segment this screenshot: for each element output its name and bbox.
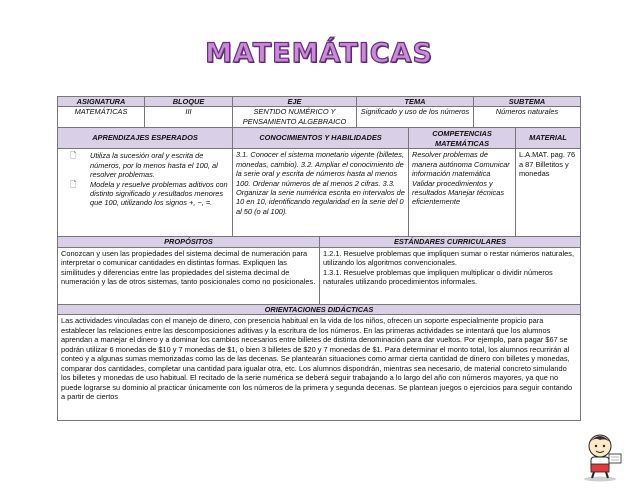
- header-conocimientos: CONOCIMIENTOS Y HABILIDADES: [233, 128, 409, 149]
- aprendizajes-cell: [58, 149, 233, 237]
- value-subtema: Números naturales: [474, 107, 580, 128]
- material-cell: L.A.MAT. pag. 76 a 87 Billetitos y monedas: [516, 149, 580, 237]
- content-row-3: [57, 248, 581, 305]
- value-asignatura: MATEMÁTICAS: [58, 107, 145, 128]
- value-tema: Significado y uso de los números: [357, 107, 474, 128]
- values-row-1: [57, 107, 581, 128]
- header-bloque: BLOQUE: [145, 97, 233, 107]
- document-bullet-icon: 🗋: [70, 151, 77, 161]
- header-row-3: [57, 237, 581, 247]
- header-estandares: ESTÁNDARES CURRICULARES: [320, 237, 580, 247]
- header-propositos: PROPÓSITOS: [58, 237, 320, 247]
- propositos-cell: Conozcan y usen las propiedades del sistema decimal de numeración para interpretar o comunicar cantidades en distintas formas. Expliquen las similitudes y diferencias entre las propiedades del sistema decimal de numeración y las de otros sistemas, tanto posicionales como no posicionales.: [58, 248, 320, 305]
- planning-table: [57, 96, 581, 421]
- list-item: 🗋 Utiliza la sucesión oral y escrita de números, por lo menos hasta el 100, al resolver problemas.: [70, 151, 218, 180]
- header-tema: TEMA: [357, 97, 474, 107]
- orientaciones-text: Las actividades vinculadas con el manejo de dinero, con presencia habitual en la vida de los niños, ofrecen un soporte especialmente propicio para establecer las relaciones entre las descomposiciones aditivas y la escritura de los números. En las primeras actividades se intentará que los alumnos aprendan a manejar el dinero y a dominar los cambios necesarios entre billetes de distinta denominación para dar vueltos. Por ejemplo, para pagar $67 se podrán utilizar 6 monedas de $10 y 7 monedas de $1, o bien 3 billetes de $20 y 7 monedas de $1. Para determinar el monto total, los alumnos recurrirán al conteo y a algunas sumas memorizadas como las de las decenas. Se plantearán situaciones como armar cierta cantidad de dinero con billetes y monedas, comparar dos cantidades, completar una cantidad para igualar otra, etc. Los alumnos dispondrán, mientras sea necesario, de material concreto simulando los billetes y monedas de uso habitual. El recitado de la serie numérica se deberá seguir trabajando a lo largo del año con números mayores, ya que no puede lograrse su dominio al practicar únicamente con los números de la primera y segunda decenas. Se plantean juegos o ejercicios para seguir contando a partir de ciertos: [57, 315, 581, 421]
- cartoon-boy-icon: [578, 432, 624, 482]
- competencias-cell: Resolver problemas de manera autónoma Comunicar información matemática Validar procedimientos y resultados Manejar técnicas eficientemente: [409, 149, 516, 237]
- header-row-2: [57, 128, 581, 149]
- orientaciones-header: ORIENTACIONES DIDÁCTICAS: [57, 305, 581, 316]
- header-row-1: [57, 96, 581, 107]
- value-eje: SENTIDO NUMÉRICO Y PENSAMIENTO ALGEBRAICO: [233, 107, 357, 128]
- header-competencias: COMPETENCIAS MATEMÁTICAS: [409, 128, 516, 149]
- header-eje: EJE: [233, 97, 357, 107]
- conocimientos-cell: 3.1. Conocer el sistema monetario vigente (billetes, monedas, cambio). 3.2. Ampliar el conocimiento de la serie oral y escrita de números hasta al menos 100. Ordenar números de al menos 2 cifras. 3.3. Organizar la serie numérica escrita en intervalos de 10 en 10, identificando regularidad en la serie del 0 al 50 (o al 100).: [233, 149, 409, 237]
- estandar-item: 1.3.1. Resuelve problemas que impliquen multiplicar o dividir números naturales utilizando procedimientos informales.: [323, 267, 553, 287]
- estandares-cell: [320, 248, 580, 305]
- estandar-item: 1.2.1. Resuelve problemas que impliquen sumar o restar números naturales, utilizando los algoritmos convencionales.: [323, 248, 575, 268]
- content-row-2: [57, 149, 581, 237]
- list-item: 🗋 Modela y resuelve problemas aditivos con distinto significado y resultados menores que 100, utilizando los signos +, −, =.: [70, 179, 228, 208]
- header-subtema: SUBTEMA: [474, 97, 580, 107]
- value-bloque: III: [145, 107, 233, 128]
- header-asignatura: ASIGNATURA: [58, 97, 145, 107]
- page-title: MATEMÁTICAS: [205, 38, 433, 69]
- header-aprendizajes: APRENDIZAJES ESPERADOS: [58, 128, 233, 149]
- document-bullet-icon: 🗋: [70, 179, 77, 189]
- header-material: MATERIAL: [516, 128, 580, 149]
